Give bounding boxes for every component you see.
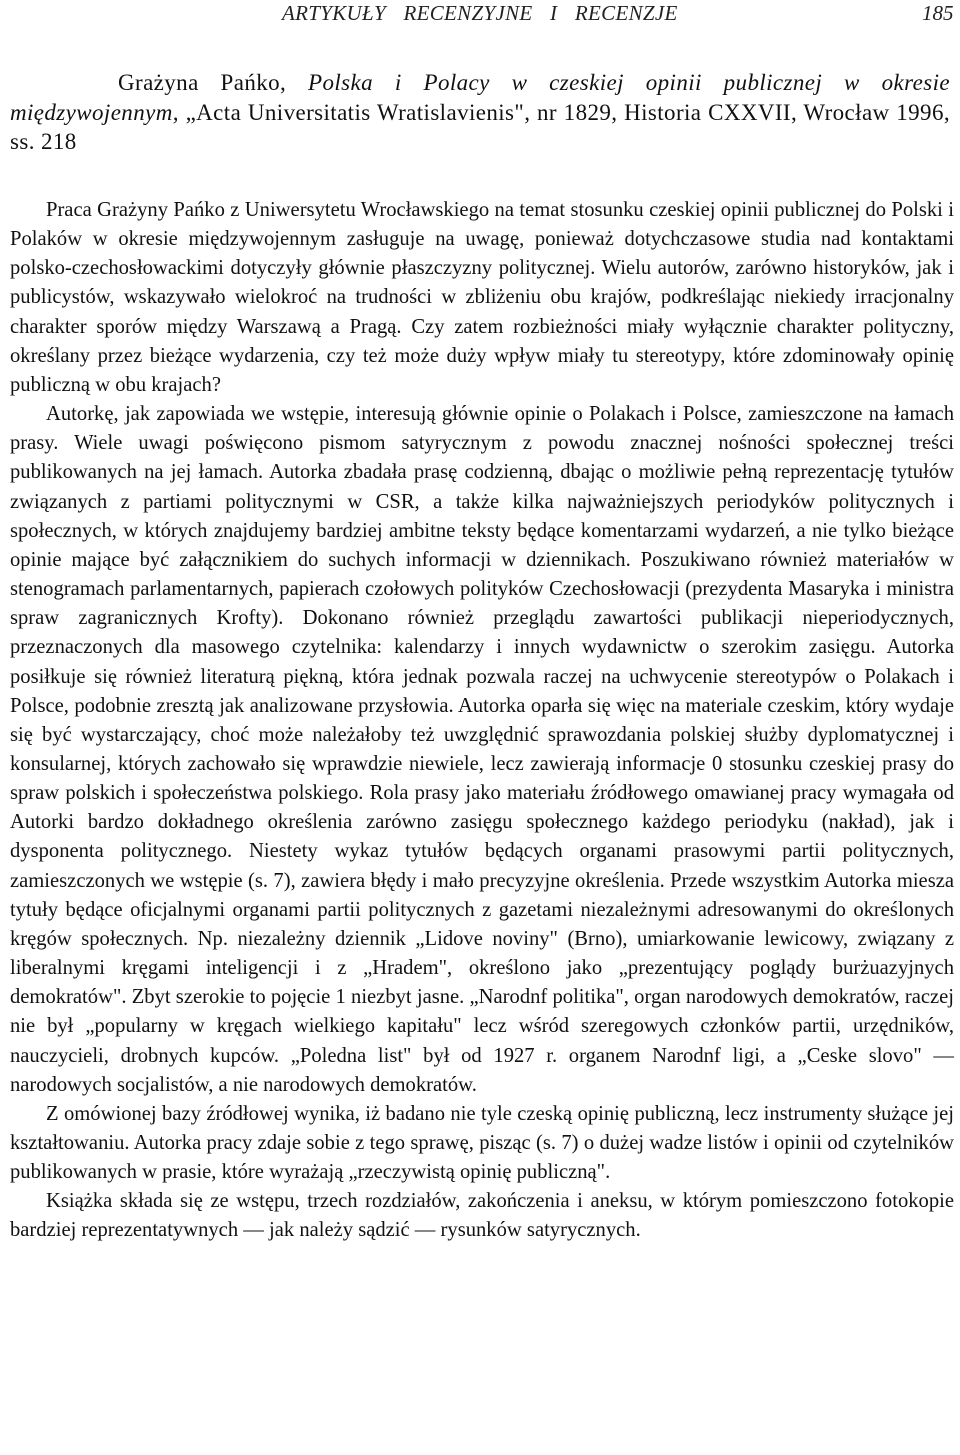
citation-title: Polska i Polacy w czeskiej opinii publicznej w okresie międzywojennym, bbox=[10, 70, 950, 125]
citation-author: Grażyna Pańko, bbox=[118, 70, 309, 95]
citation-text bbox=[10, 68, 950, 157]
review-body bbox=[10, 196, 954, 1246]
paragraph: Praca Grażyny Pańko z Uniwersytetu Wrocławskiego na temat stosunku czeskiej opinii publicznej do Polski i Polaków w okresie międzywojennym zasługuje na uwagę, ponieważ dotychczasowe studia nad kontaktami polsko-czechosłowackimi dotyczyły głównie płaszczyzny politycznej. Wielu autorów, zarówno historyków, jak i publicystów, wskazywało wielokroć na trudności w zbliżeniu obu krajów, podkreślając niekiedy irracjonalny charakter sporów między Warszawą a Pragą. Czy zatem rozbieżności miały wyłącznie charakter polityczny, określany przez bieżące wydarzenia, czy też może duży wpływ miały tu stereotypy, które zdominowały opinię publiczną w obu krajach? bbox=[10, 199, 954, 396]
citation-details: „Acta Universitatis Wratislavienis", nr 1829, Historia CXXVII, Wrocław 1996, ss. 218 bbox=[10, 99, 950, 154]
running-header bbox=[0, 0, 960, 28]
paragraph: Z omówionej bazy źródłowej wynika, iż badano nie tyle czeską opinię publiczną, lecz instrumenty służące jej kształtowaniu. Autorka pracy zdaje sobie z tego sprawę, pisząc (s. 7) o dużej wadze listów i opinii od czytelników publikowanych w prasie, które wyrażają „rzeczywistą opinię publiczną". bbox=[10, 1102, 954, 1184]
paragraph: Książka składa się ze wstępu, trzech rozdziałów, zakończenia i aneksu, w którym pomieszczono fotokopie bardziej reprezentatywnych — jak należy sądzić — rysunków satyrycznych. bbox=[10, 1190, 954, 1242]
page-number: 185 bbox=[922, 1, 954, 25]
section-title: ARTYKUŁY RECENZYJNE I RECENZJE bbox=[282, 1, 678, 25]
paragraph: Autorkę, jak zapowiada we wstępie, interesują głównie opinie o Polakach i Polsce, zamieszczone na łamach prasy. Wiele uwagi poświęcono pismom satyrycznym z powodu znacznej nośności społecznej treści publikowanych na jej łamach. Autorka zbadała prasę codzienną, dbając o możliwie pełną reprezentację tytułów związanych z partiami politycznymi w CSR, a także kilka najważniejszych periodyków politycznych i społecznych, w których znajdujemy bardziej ambitne teksty będące komentarzami wydarzeń, a nie tylko bieżące opinie mające być załącznikiem do suchych informacji w dziennikach. Poszukiwano również materiałów w stenogramach parlamentarnych, papierach czołowych polityków Czechosłowacji (prezydenta Masaryka i ministra spraw zagranicznych Krofty). Dokonano również przeglądu zawartości publikacji nieperiodycznych, przeznaczonych dla masowego czytelnika: kalendarzy i innych wydawnictw o szerokim zasięgu. Autorka posiłkuje się również literaturą piękną, która jednak pozwala raczej na uchwycenie stereotypów o Polakach i Polsce, podobnie zresztą jak analizowane przysłowia. Autorka oparła się więc na materiale czeskim, który wydaje się być wystarczający, choć może należałoby też uwzględnić sprawozdania polskiej służby dyplomatycznej i konsularnej, których zachowało się wprawdzie niewiele, lecz zawierają informacje 0 stosunku czeskiej prasy do spraw polskich i społeczeństwa polskiego. Rola prasy jako materiału źródłowego omawianej pracy wymagała od Autorki bardzo dokładnego określenia zarówno zasięgu społecznego każdego periodyku (nakład), jak i dysponenta politycznego. Niestety wykaz tytułów będących organami prasowymi partii politycznych, zamieszczonych we wstępie (s. 7), zawiera błędy i mało precyzyjne określenia. Przede wszystkim Autorka miesza tytuły będące oficjalnymi organami partii politycznych z gazetami niezależnymi adresowanymi do określonych kręgów społecznych. Np. niezależny dziennik „Lidove noviny" (Brno), umiarkowanie lewicowy, związany z liberalnymi kręgami inteligencji i z „Hradem", określono jako „prezentujący poglądy burżuazyjnych demokratów". Zbyt szerokie to pojęcie 1 niezbyt jasne. „Narodnf politika", organ narodowych demokratów, raczej nie był „popularny w kręgach wielkiego kapitału" lecz wśród szeregowych członków partii, urzędników, nauczycieli, drobnych kupców. „Poledna list" był od 1927 r. organem Narodnf ligi, a „Ceske slovo" — narodowych socjalistów, a nie narodowych demokratów. bbox=[10, 403, 954, 1096]
book-citation bbox=[10, 68, 950, 157]
